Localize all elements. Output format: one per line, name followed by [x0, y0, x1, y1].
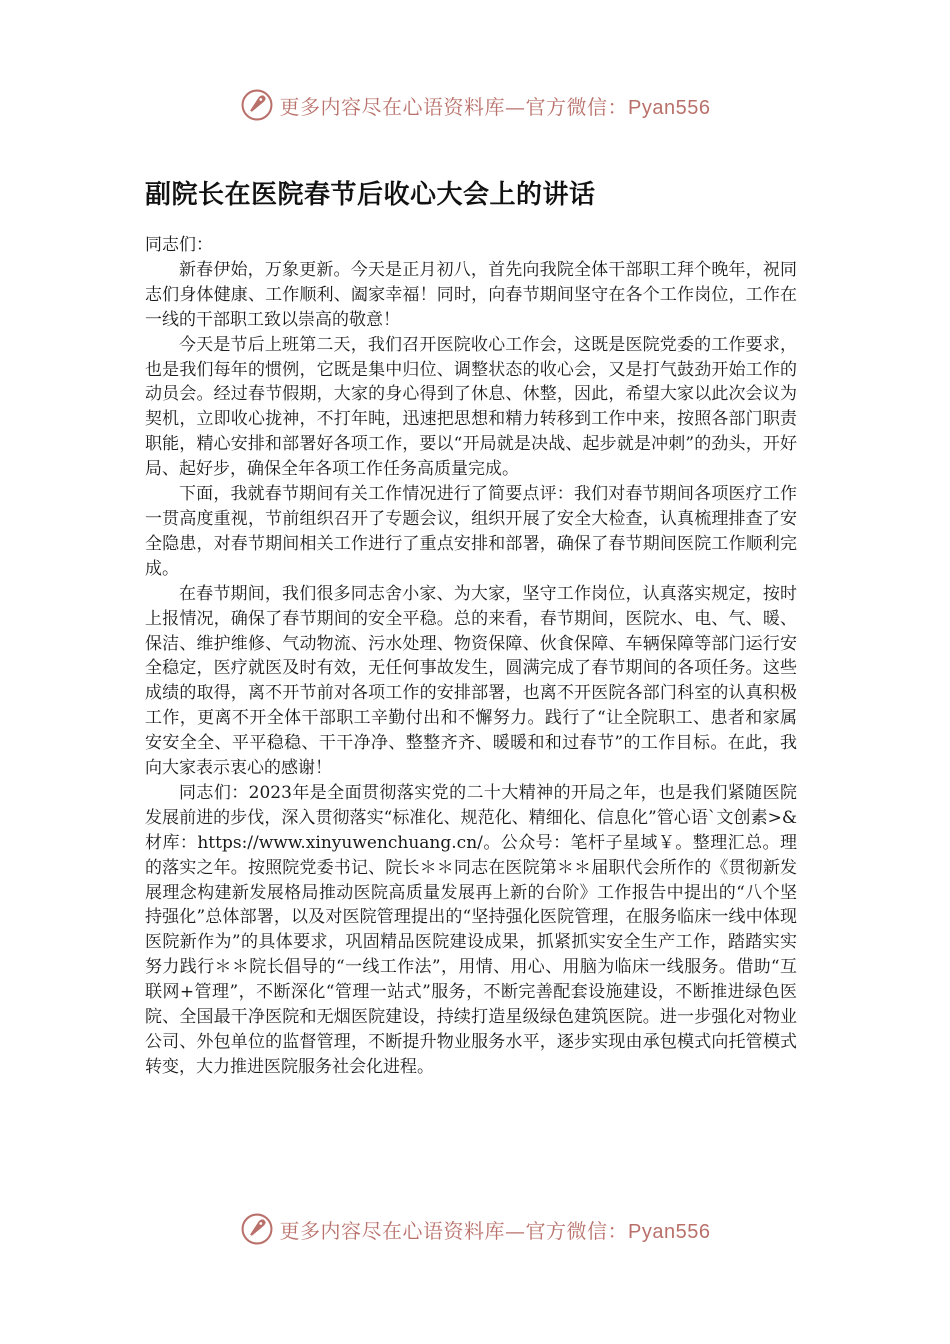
body-paragraph-1: 新春伊始，万象更新。今天是正月初八，首先向我院全体干部职工拜个晚年，祝同志们身体健康、工作顺利、阖家幸福！同时，向春节期间坚守在各个工作岗位，工作在一线的干部职工致以崇高的敬意！: [145, 259, 797, 330]
document-body: [145, 233, 797, 1080]
pen-nib-logo-icon: [240, 1212, 274, 1246]
header-watermark-banner: [0, 85, 950, 125]
document-title: 副院长在医院春节后收心大会上的讲话: [145, 180, 596, 210]
body-paragraph-3: 下面，我就春节期间有关工作情况进行了简要点评：我们对春节期间各项医疗工作一贯高度重视，节前组织召开了专题会议，组织开展了安全大检查，认真梳理排查了安全隐患，对春节期间相关工作进行了重点安排和部署，确保了春节期间医院工作顺利完成。: [145, 484, 797, 579]
banner-wechat-id: Pyan556: [628, 1220, 711, 1243]
banner-label: 更多内容尽在心语资料库—官方微信：: [279, 94, 629, 119]
salutation: 同志们：: [145, 235, 213, 255]
footer-banner-text: [280, 1215, 711, 1244]
footer-watermark-banner: [0, 1209, 950, 1249]
body-paragraph-2: 今天是节后上班第二天，我们召开医院收心工作会，这既是医院党委的工作要求，也是我们每年的惯例，它既是集中归位、调整状态的收心会，又是打气鼓劲开始工作的动员会。经过春节假期，大家的身心得到了休息、休整，因此，希望大家以此次会议为契机，立即收心拢神，不打年盹，迅速把思想和精力转移到工作中来，按照各部门职责职能，精心安排和部署好各项工作，要以“开局就是决战、起步就是冲刺”的劲头，开好局、起好步，确保全年各项工作任务高质量完成。: [145, 334, 797, 480]
header-banner-content: [240, 88, 711, 122]
banner-label: 更多内容尽在心语资料库—官方微信：: [279, 1218, 629, 1243]
pen-nib-logo-icon: [240, 88, 274, 122]
header-banner-text: [280, 91, 711, 120]
banner-wechat-id: Pyan556: [628, 96, 711, 119]
footer-banner-content: [240, 1212, 711, 1246]
body-paragraph-4: 在春节期间，我们很多同志舍小家、为大家，坚守工作岗位，认真落实规定，按时上报情况，确保了春节期间的安全平稳。总的来看，春节期间，医院水、电、气、暖、保洁、维护维修、气动物流、污水处理、物资保障、伙食保障、车辆保障等部门运行安全稳定，医疗就医及时有效，无任何事故发生，圆满完成了春节期间的各项任务。这些成绩的取得，离不开节前对各项工作的安排部署，也离不开医院各部门科室的认真积极工作，更离不开全体干部职工辛勤付出和不懈努力。践行了“让全院职工、患者和家属安安全全、平平稳稳、干干净净、整整齐齐、暖暖和和过春节”的工作目标。在此，我向大家表示衷心的感谢！: [145, 583, 797, 779]
body-paragraph-5: 同志们：2023年是全面贯彻落实党的二十大精神的开局之年，也是我们紧随医院发展前进的步伐，深入贯彻落实“标准化、规范化、精细化、信息化”管心语`文创素>&材库：https://www.xinyuwenchuang.cn/。公众号：笔杆子星域￥。整理汇总。理的落实之年。按照院党委书记、院长＊＊同志在医院第＊＊届职代会所作的《贯彻新发展理念构建新发展格局推动医院高质量发展再上新的台阶》工作报告中提出的“八个坚持强化”总体部署，以及对医院管理提出的“坚持强化医院管理，在服务临床一线中体现医院新作为”的具体要求，巩固精品医院建设成果，抓紧抓实安全生产工作，踏踏实实努力践行＊＊院长倡导的“一线工作法”，用情、用心、用脑为临床一线服务。借助“互联网+管理”，不断深化“管理一站式”服务，不断完善配套设施建设，不断推进绿色医院、全国最干净医院和无烟医院建设，持续打造星级绿色建筑医院。进一步强化对物业公司、外包单位的监督管理，不断提升物业服务水平，逐步实现由承包模式向托管模式转变，大力推进医院服务社会化进程。: [145, 782, 797, 1077]
